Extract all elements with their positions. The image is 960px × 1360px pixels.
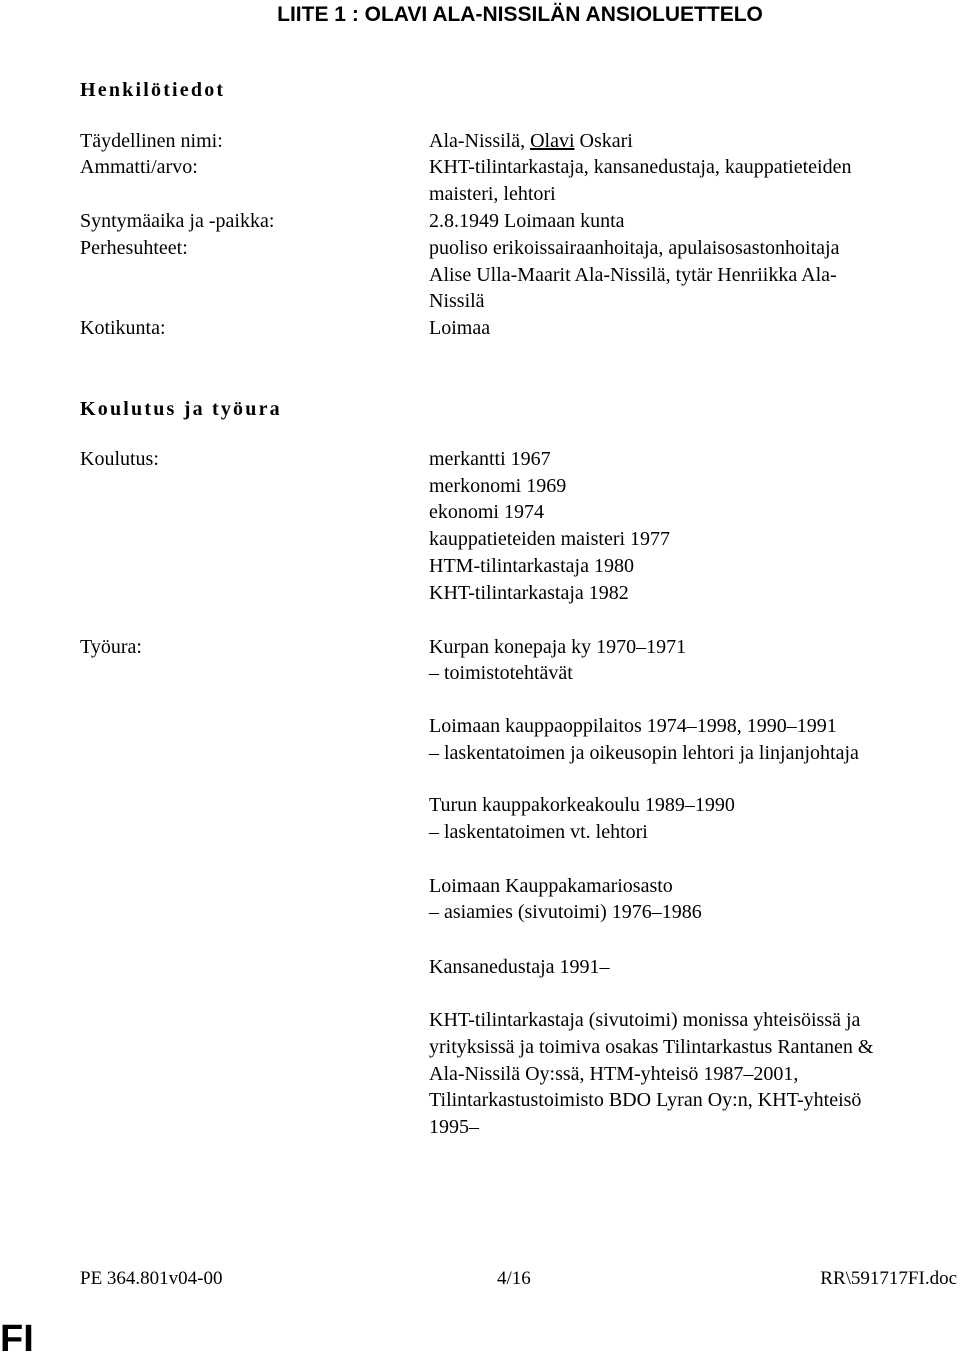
career-text: yrityksissä ja toimiva osakas Tilintarkastus Rantanen &: [429, 1036, 874, 1058]
career-employer: Loimaan kauppaoppilaitos 1974–1998, 1990–1991: [429, 715, 837, 737]
family-label: Perhesuhteet:: [80, 237, 188, 259]
career-employer: Kurpan konepaja ky 1970–1971: [429, 636, 687, 658]
career-role: – asiamies (sivutoimi) 1976–1986: [429, 901, 702, 923]
education-item: merkonomi 1969: [429, 475, 567, 497]
full-name-surname: Ala-Nissilä,: [429, 130, 531, 152]
birth-label: Syntymäaika ja -paikka:: [80, 210, 275, 232]
career-role: – laskentatoimen vt. lehtori: [429, 821, 648, 843]
footer-reference: PE 364.801v04-00: [80, 1268, 223, 1289]
career-employer: Turun kauppakorkeakoulu 1989–1990: [429, 794, 735, 816]
education-item: kauppatieteiden maisteri 1977: [429, 528, 671, 550]
family-value-line3: Nissilä: [429, 290, 485, 312]
education-label: Koulutus:: [80, 448, 159, 470]
occupation-value-line1: KHT-tilintarkastaja, kansanedustaja, kauppatieteiden: [429, 156, 852, 178]
birth-value: 2.8.1949 Loimaan kunta: [429, 210, 625, 232]
family-value-line1: puoliso erikoissairaanhoitaja, apulaisosastonhoitaja: [429, 237, 840, 259]
education-item: merkantti 1967: [429, 448, 551, 470]
education-item: ekonomi 1974: [429, 501, 544, 523]
full-name-label: Täydellinen nimi:: [80, 130, 223, 152]
family-value-line2: Alise Ulla-Maarit Ala-Nissilä, tytär Henriikka Ala-: [429, 264, 837, 286]
occupation-label: Ammatti/arvo:: [80, 156, 198, 178]
municipality-value: Loimaa: [429, 317, 491, 339]
full-name-value: [429, 128, 633, 155]
education-item: HTM-tilintarkastaja 1980: [429, 555, 634, 577]
section-heading-henkilotiedot: Henkilötiedot: [80, 79, 226, 101]
career-text: 1995–: [429, 1116, 479, 1138]
occupation-value-line2: maisteri, lehtori: [429, 183, 556, 205]
footer-document-name: RR\591717FI.doc: [820, 1268, 957, 1289]
language-code: FI: [0, 1318, 34, 1360]
career-employer: Loimaan Kauppakamariosasto: [429, 875, 673, 897]
career-employer: Kansanedustaja 1991–: [429, 956, 610, 978]
full-name-middlename: Oskari: [574, 130, 633, 152]
section-heading-koulutus-tyoura: Koulutus ja työura: [80, 398, 282, 420]
career-text: Ala-Nissilä Oy:ssä, HTM-yhteisö 1987–2001,: [429, 1063, 799, 1085]
education-item: KHT-tilintarkastaja 1982: [429, 582, 629, 604]
document-title: LIITE 1 : OLAVI ALA-NISSILÄN ANSIOLUETTELO: [277, 3, 763, 26]
footer-page-number: 4/16: [497, 1268, 531, 1289]
career-label: Työura:: [80, 636, 142, 658]
full-name-callname: Olavi: [530, 130, 575, 152]
career-text: Tilintarkastustoimisto BDO Lyran Oy:n, KHT-yhteisö: [429, 1089, 862, 1111]
municipality-label: Kotikunta:: [80, 317, 166, 339]
career-role: – laskentatoimen ja oikeusopin lehtori ja linjanjohtaja: [429, 742, 859, 764]
career-role: – toimistotehtävät: [429, 662, 573, 684]
career-text: KHT-tilintarkastaja (sivutoimi) monissa yhteisöissä ja: [429, 1009, 861, 1031]
